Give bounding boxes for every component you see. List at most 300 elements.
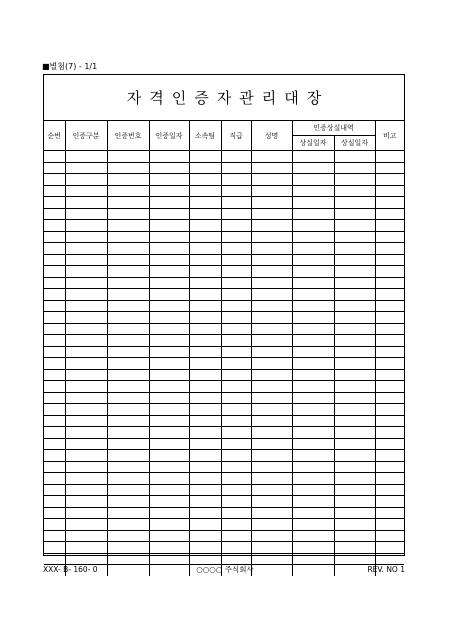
table-cell — [189, 438, 221, 450]
table-cell — [107, 185, 149, 197]
table-cell — [149, 220, 189, 232]
table-cell — [107, 289, 149, 301]
table-cell — [375, 484, 404, 496]
table-cell — [44, 335, 65, 347]
table-cell — [251, 530, 292, 542]
table-row — [44, 484, 404, 496]
table-cell — [44, 220, 65, 232]
table-cell — [107, 277, 149, 289]
table-row — [44, 427, 404, 439]
table-cell — [107, 312, 149, 324]
table-cell — [107, 507, 149, 519]
table-cell — [221, 220, 251, 232]
table-cell — [292, 312, 334, 324]
table-cell — [107, 243, 149, 255]
table-cell — [221, 427, 251, 439]
col-header-name: 성명 — [251, 121, 292, 151]
table-cell — [65, 266, 107, 278]
table-cell — [221, 415, 251, 427]
table-cell — [65, 404, 107, 416]
table-cell — [221, 450, 251, 462]
table-cell — [251, 243, 292, 255]
table-cell — [149, 415, 189, 427]
table-cell — [107, 427, 149, 439]
table-cell — [65, 197, 107, 209]
table-cell — [375, 392, 404, 404]
table-cell — [149, 484, 189, 496]
table-row — [44, 220, 404, 232]
table-cell — [149, 346, 189, 358]
table-cell — [107, 300, 149, 312]
table-cell — [375, 300, 404, 312]
table-cell — [107, 450, 149, 462]
table-cell — [251, 473, 292, 485]
table-cell — [334, 208, 375, 220]
title-box — [44, 75, 404, 121]
table-cell — [334, 473, 375, 485]
table-cell — [44, 404, 65, 416]
table-cell — [65, 220, 107, 232]
table-cell — [107, 266, 149, 278]
table-cell — [44, 300, 65, 312]
table-cell — [65, 369, 107, 381]
table-cell — [44, 254, 65, 266]
table-cell — [292, 404, 334, 416]
table-cell — [251, 266, 292, 278]
table-cell — [65, 162, 107, 174]
table-cell — [292, 174, 334, 186]
table-cell — [189, 300, 221, 312]
table-cell — [375, 289, 404, 301]
table-cell — [251, 415, 292, 427]
table-cell — [251, 346, 292, 358]
table-cell — [189, 553, 221, 565]
table-cell — [107, 496, 149, 508]
table-cell — [334, 404, 375, 416]
revision-number: REV. NO 1 — [367, 565, 405, 574]
table-cell — [251, 542, 292, 554]
table-cell — [221, 530, 251, 542]
table-cell — [65, 254, 107, 266]
table-cell — [221, 381, 251, 393]
table-cell — [375, 519, 404, 531]
table-cell — [44, 381, 65, 393]
table-cell — [251, 220, 292, 232]
table-cell — [221, 289, 251, 301]
table-cell — [189, 404, 221, 416]
table-row — [44, 197, 404, 209]
table-cell — [149, 185, 189, 197]
table-cell — [65, 415, 107, 427]
table-cell — [221, 208, 251, 220]
table-cell — [149, 542, 189, 554]
table-row — [44, 553, 404, 565]
table-cell — [251, 335, 292, 347]
table-cell — [149, 266, 189, 278]
table-cell — [221, 461, 251, 473]
table-cell — [65, 231, 107, 243]
table-cell — [149, 369, 189, 381]
table-cell — [292, 231, 334, 243]
table-cell — [221, 484, 251, 496]
table-cell — [375, 542, 404, 554]
table-cell — [334, 185, 375, 197]
table-cell — [292, 530, 334, 542]
table-cell — [189, 450, 221, 462]
table-cell — [292, 185, 334, 197]
table-cell — [375, 381, 404, 393]
table-cell — [221, 231, 251, 243]
table-cell — [107, 438, 149, 450]
table-cell — [44, 346, 65, 358]
table-cell — [189, 335, 221, 347]
table-row — [44, 208, 404, 220]
table-cell — [44, 553, 65, 565]
table-cell — [65, 323, 107, 335]
table-cell — [375, 254, 404, 266]
table-cell — [189, 358, 221, 370]
table-cell — [375, 404, 404, 416]
attachment-reference: ■별첨(7) - 1/1 — [42, 62, 98, 71]
table-cell — [334, 266, 375, 278]
table-cell — [44, 519, 65, 531]
table-cell — [189, 254, 221, 266]
table-cell — [375, 277, 404, 289]
table-cell — [44, 484, 65, 496]
table-row — [44, 162, 404, 174]
table-cell — [44, 369, 65, 381]
table-cell — [251, 507, 292, 519]
table-cell — [334, 519, 375, 531]
table-cell — [44, 208, 65, 220]
table-cell — [107, 254, 149, 266]
col-header-loss-group: 인증상실내역 — [292, 121, 375, 136]
table-row — [44, 231, 404, 243]
table-row — [44, 438, 404, 450]
table-cell — [107, 220, 149, 232]
table-cell — [375, 243, 404, 255]
table-cell — [189, 507, 221, 519]
table-cell — [292, 335, 334, 347]
table-cell — [251, 484, 292, 496]
table-row — [44, 461, 404, 473]
table-cell — [251, 392, 292, 404]
table-row — [44, 530, 404, 542]
table-row — [44, 473, 404, 485]
table-row — [44, 151, 404, 163]
table-cell — [65, 461, 107, 473]
table-cell — [189, 461, 221, 473]
table-row — [44, 392, 404, 404]
table-cell — [251, 323, 292, 335]
table-cell — [375, 323, 404, 335]
table-cell — [334, 220, 375, 232]
table-row — [44, 381, 404, 393]
table-cell — [149, 473, 189, 485]
table-cell — [44, 530, 65, 542]
table-cell — [44, 461, 65, 473]
table-cell — [65, 496, 107, 508]
table-cell — [375, 415, 404, 427]
table-cell — [221, 473, 251, 485]
table-cell — [107, 542, 149, 554]
table-cell — [189, 151, 221, 163]
table-cell — [44, 277, 65, 289]
table-cell — [44, 312, 65, 324]
table-cell — [189, 277, 221, 289]
table-cell — [107, 335, 149, 347]
table-cell — [334, 496, 375, 508]
table-cell — [149, 289, 189, 301]
table-cell — [375, 473, 404, 485]
table-cell — [65, 312, 107, 324]
table-cell — [292, 507, 334, 519]
table-cell — [334, 415, 375, 427]
table-cell — [65, 392, 107, 404]
table-cell — [334, 507, 375, 519]
table-cell — [107, 530, 149, 542]
table-cell — [44, 151, 65, 163]
table-cell — [149, 174, 189, 186]
table-cell — [189, 243, 221, 255]
table-cell — [149, 277, 189, 289]
col-header-loss-date-1: 상실일자 — [292, 136, 334, 151]
table-cell — [149, 151, 189, 163]
table-cell — [65, 358, 107, 370]
table-cell — [251, 519, 292, 531]
table-cell — [292, 542, 334, 554]
table-cell — [221, 438, 251, 450]
table-cell — [221, 496, 251, 508]
table-cell — [189, 496, 221, 508]
table-cell — [375, 507, 404, 519]
table-cell — [189, 346, 221, 358]
table-cell — [149, 438, 189, 450]
col-header-remarks: 비고 — [375, 121, 404, 151]
table-cell — [44, 185, 65, 197]
table-cell — [189, 323, 221, 335]
table-cell — [44, 427, 65, 439]
table-cell — [334, 289, 375, 301]
table-cell — [65, 277, 107, 289]
table-cell — [189, 484, 221, 496]
table-cell — [292, 450, 334, 462]
table-cell — [375, 174, 404, 186]
table-row — [44, 358, 404, 370]
table-row — [44, 507, 404, 519]
table-cell — [292, 323, 334, 335]
table-cell — [292, 266, 334, 278]
table-row — [44, 404, 404, 416]
col-header-cert-type: 인증구분 — [65, 121, 107, 151]
table-cell — [107, 473, 149, 485]
table-cell — [334, 369, 375, 381]
table-cell — [149, 312, 189, 324]
table-cell — [189, 530, 221, 542]
table-cell — [221, 151, 251, 163]
table-row — [44, 277, 404, 289]
table-cell — [149, 243, 189, 255]
table-cell — [334, 162, 375, 174]
table-cell — [149, 358, 189, 370]
table-cell — [189, 392, 221, 404]
table-cell — [375, 335, 404, 347]
table-cell — [292, 289, 334, 301]
table-cell — [292, 151, 334, 163]
table-cell — [292, 220, 334, 232]
table-cell — [251, 381, 292, 393]
table-cell — [149, 300, 189, 312]
table-cell — [221, 542, 251, 554]
table-cell — [107, 323, 149, 335]
table-cell — [44, 438, 65, 450]
table-cell — [189, 208, 221, 220]
table-cell — [221, 369, 251, 381]
table-cell — [189, 473, 221, 485]
table-cell — [44, 542, 65, 554]
table-cell — [189, 542, 221, 554]
table-cell — [189, 197, 221, 209]
table-cell — [221, 162, 251, 174]
table-cell — [334, 381, 375, 393]
table-cell — [107, 404, 149, 416]
table-cell — [292, 392, 334, 404]
table-cell — [292, 358, 334, 370]
table-cell — [251, 151, 292, 163]
table-cell — [375, 553, 404, 565]
table-cell — [149, 553, 189, 565]
table-cell — [107, 174, 149, 186]
table-row — [44, 369, 404, 381]
table-cell — [65, 289, 107, 301]
table-cell — [221, 254, 251, 266]
table-cell — [107, 358, 149, 370]
table-cell — [221, 185, 251, 197]
col-header-loss-date-2: 상실일자 — [334, 136, 375, 151]
table-cell — [107, 346, 149, 358]
table-cell — [149, 208, 189, 220]
table-cell — [375, 530, 404, 542]
table-cell — [65, 300, 107, 312]
table-cell — [251, 496, 292, 508]
table-cell — [65, 542, 107, 554]
table-cell — [65, 346, 107, 358]
table-cell — [292, 381, 334, 393]
table-cell — [334, 530, 375, 542]
table-cell — [375, 427, 404, 439]
table-cell — [334, 438, 375, 450]
table-cell — [44, 266, 65, 278]
table-row — [44, 254, 404, 266]
table-cell — [65, 335, 107, 347]
table-cell — [44, 415, 65, 427]
table-cell — [107, 553, 149, 565]
table-cell — [334, 323, 375, 335]
table-cell — [149, 231, 189, 243]
table-cell — [375, 496, 404, 508]
table-cell — [221, 174, 251, 186]
table-row — [44, 542, 404, 554]
table-row — [44, 335, 404, 347]
table-cell — [107, 208, 149, 220]
table-cell — [65, 381, 107, 393]
table-cell — [44, 243, 65, 255]
table-cell — [65, 208, 107, 220]
table-cell — [334, 542, 375, 554]
table-row — [44, 496, 404, 508]
table-cell — [65, 243, 107, 255]
table-cell — [334, 484, 375, 496]
table-cell — [221, 300, 251, 312]
table-cell — [375, 358, 404, 370]
table-cell — [44, 496, 65, 508]
table-cell — [44, 174, 65, 186]
table-cell — [375, 438, 404, 450]
table-cell — [292, 254, 334, 266]
table-cell — [251, 197, 292, 209]
table-row — [44, 185, 404, 197]
table-cell — [107, 484, 149, 496]
table-cell — [221, 519, 251, 531]
table-cell — [292, 438, 334, 450]
register-form — [43, 74, 405, 556]
table-cell — [334, 174, 375, 186]
table-cell — [334, 151, 375, 163]
table-cell — [65, 530, 107, 542]
table-cell — [221, 323, 251, 335]
table-cell — [375, 312, 404, 324]
table-cell — [65, 438, 107, 450]
table-cell — [65, 553, 107, 565]
table-cell — [221, 404, 251, 416]
table-cell — [107, 151, 149, 163]
table-cell — [334, 277, 375, 289]
company-name: ○○○○ 주식회사 — [196, 565, 254, 574]
table-cell — [189, 519, 221, 531]
table-cell — [107, 392, 149, 404]
table-cell — [149, 496, 189, 508]
table-cell — [292, 473, 334, 485]
table-cell — [189, 381, 221, 393]
document-title: 자격인증자관리대장 — [126, 89, 330, 107]
table-cell — [375, 369, 404, 381]
table-cell — [251, 185, 292, 197]
table-cell — [221, 346, 251, 358]
table-cell — [334, 312, 375, 324]
table-cell — [251, 438, 292, 450]
table-cell — [65, 519, 107, 531]
table-cell — [149, 392, 189, 404]
table-cell — [375, 197, 404, 209]
table-cell — [292, 519, 334, 531]
table-cell — [65, 473, 107, 485]
table-cell — [189, 415, 221, 427]
table-cell — [375, 461, 404, 473]
table-row — [44, 266, 404, 278]
table-cell — [334, 461, 375, 473]
table-cell — [107, 519, 149, 531]
table-cell — [251, 369, 292, 381]
table-cell — [292, 461, 334, 473]
table-cell — [251, 289, 292, 301]
table-cell — [44, 231, 65, 243]
table-cell — [44, 197, 65, 209]
table-cell — [44, 392, 65, 404]
table-cell — [334, 346, 375, 358]
table-cell — [65, 507, 107, 519]
table-row — [44, 346, 404, 358]
table-cell — [189, 162, 221, 174]
